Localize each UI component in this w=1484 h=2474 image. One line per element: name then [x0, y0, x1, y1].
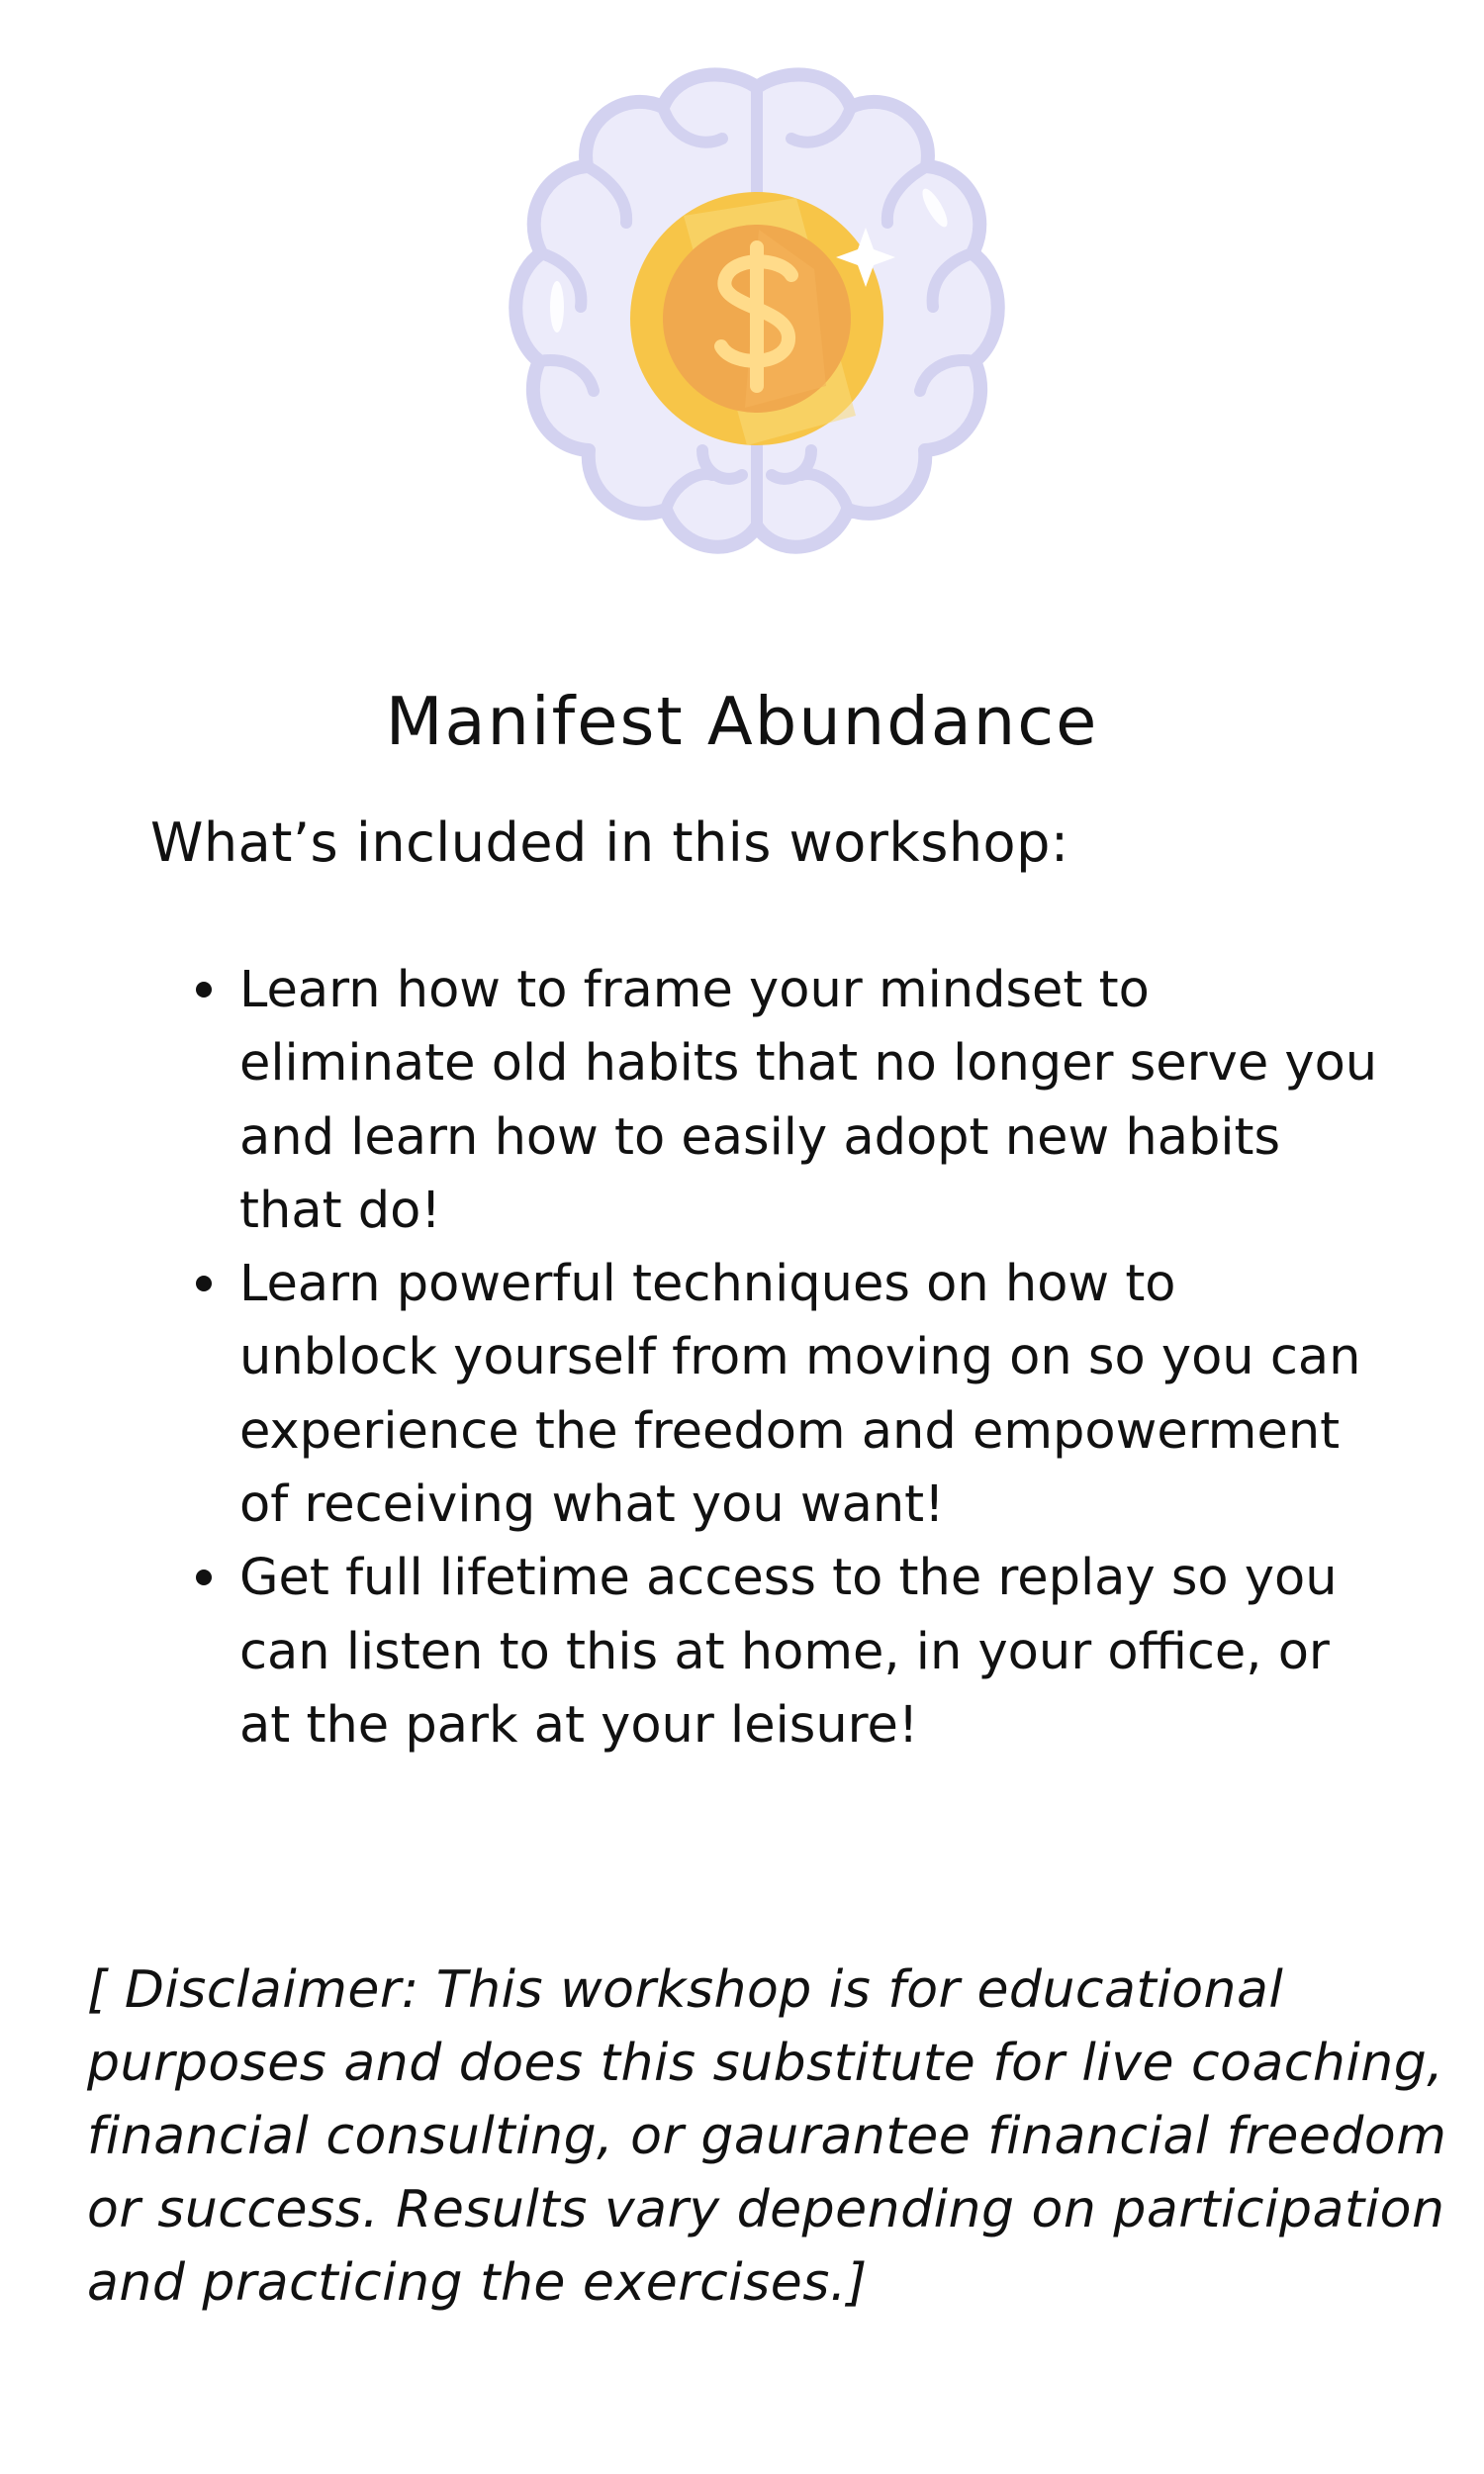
feature-item: [239, 954, 1387, 1248]
bullet-icon: [196, 1276, 212, 1291]
feature-text: Learn powerful techniques on how to unblock yourself from moving on so you can experience the freedom and empowerment of receiving what you want!: [239, 1255, 1361, 1535]
brain-dollar-coin-icon: [500, 59, 1014, 574]
page-title: Manifest Abundance: [385, 683, 1099, 760]
bullet-icon: [196, 982, 212, 998]
brain-dollar-illustration: [500, 59, 1014, 574]
feature-item: [239, 1542, 1387, 1762]
feature-item: [239, 1248, 1387, 1542]
feature-text: Get full lifetime access to the replay so you can listen to this at home, in your office, or at the park at your leisure!: [239, 1549, 1338, 1755]
feature-list: [239, 954, 1387, 1762]
brain-highlight-left: [550, 281, 564, 333]
bullet-icon: [196, 1570, 212, 1585]
feature-text: Learn how to frame your mindset to eliminate old habits that no longer serve you and learn how to easily adopt new habits that do!: [239, 961, 1378, 1240]
disclaimer-text: [ Disclaimer: This workshop is for educational purposes and does this substitute for live coaching, financial consulting, or gaurantee financial freedom or success. Results vary depending on participation and practicing the exercises.]: [87, 1960, 1447, 2313]
workshop-intro: What’s included in this workshop:: [150, 811, 1069, 874]
